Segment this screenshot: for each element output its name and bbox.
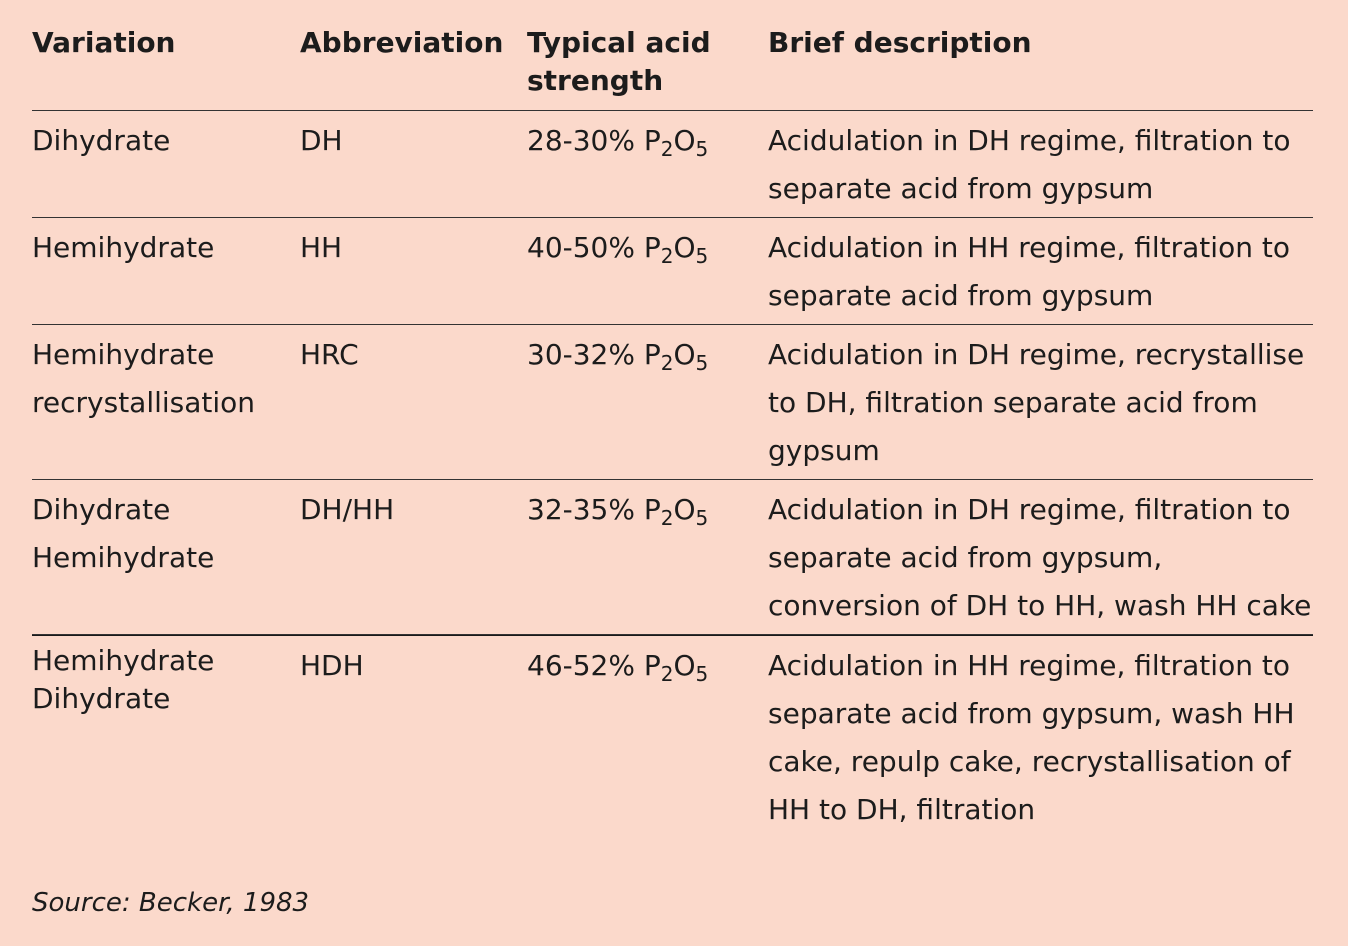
formula-subscript-2: 2: [660, 506, 674, 530]
formula-subscript-2: 2: [660, 351, 674, 375]
variation-cell: Hemihydrate Dihydrate: [32, 644, 215, 715]
abbreviation-cell: HDH: [300, 649, 364, 682]
strength-value: 28-30%: [527, 124, 635, 157]
description-cell: Acidulation in HH regime, filtration to separate acid from gypsum: [768, 231, 1290, 312]
acid-strength-cell: [527, 642, 768, 834]
header-description: Brief description: [768, 26, 1032, 59]
acid-strength-cell: [527, 486, 768, 630]
formula-p: P: [643, 493, 661, 526]
table-row: [32, 111, 1313, 218]
strength-value: 32-35%: [527, 493, 635, 526]
formula-o: O: [673, 493, 696, 526]
source-caption: Source: Becker, 1983: [32, 888, 310, 918]
formula-subscript-5: 5: [695, 244, 709, 268]
process-variations-table: [32, 24, 1313, 838]
variation-cell: Dihydrate: [32, 124, 171, 157]
variation-cell: Hemihydrate: [32, 231, 215, 264]
formula-p: P: [643, 649, 661, 682]
formula-o: O: [673, 649, 696, 682]
header-abbreviation: Abbreviation: [300, 26, 504, 59]
table-row: [32, 218, 1313, 325]
table-row: [32, 480, 1313, 635]
acid-strength-cell: [527, 331, 768, 475]
formula-subscript-5: 5: [695, 351, 709, 375]
formula-p: P: [643, 338, 661, 371]
formula-subscript-2: 2: [660, 662, 674, 686]
abbreviation-cell: DH/HH: [300, 493, 395, 526]
formula-o: O: [673, 338, 696, 371]
abbreviation-cell: HH: [300, 231, 343, 264]
table-header-row: [32, 24, 1313, 111]
variation-cell: Hemihydrate recrystallisation: [32, 338, 256, 419]
table-row: [32, 635, 1313, 838]
formula-o: O: [673, 231, 696, 264]
formula-subscript-2: 2: [660, 244, 674, 268]
description-cell: Acidulation in DH regime, filtration to separate acid from gypsum: [768, 124, 1291, 205]
strength-value: 30-32%: [527, 338, 635, 371]
header-variation: Variation: [32, 26, 176, 59]
strength-value: 46-52%: [527, 649, 635, 682]
variation-cell: Dihydrate Hemihydrate: [32, 493, 215, 574]
table-row: [32, 325, 1313, 480]
formula-subscript-5: 5: [695, 137, 709, 161]
formula-subscript-2: 2: [660, 137, 674, 161]
abbreviation-cell: HRC: [300, 338, 359, 371]
abbreviation-cell: DH: [300, 124, 343, 157]
formula-subscript-5: 5: [695, 506, 709, 530]
description-cell: Acidulation in DH regime, recrystallise to DH, filtration separate acid from gypsum: [768, 338, 1305, 467]
acid-strength-cell: [527, 117, 768, 213]
strength-value: 40-50%: [527, 231, 635, 264]
formula-subscript-5: 5: [695, 662, 709, 686]
acid-strength-cell: [527, 224, 768, 320]
formula-p: P: [643, 124, 661, 157]
formula-o: O: [673, 124, 696, 157]
description-cell: Acidulation in HH regime, filtration to separate acid from gypsum, wash HH cake, repulp cake, recrystallisation of HH to DH, filtration: [768, 649, 1295, 826]
description-cell: Acidulation in DH regime, filtration to separate acid from gypsum, conversion of DH to HH, wash HH cake: [768, 493, 1312, 622]
header-acid-strength: Typical acid strength: [527, 26, 711, 97]
formula-p: P: [643, 231, 661, 264]
